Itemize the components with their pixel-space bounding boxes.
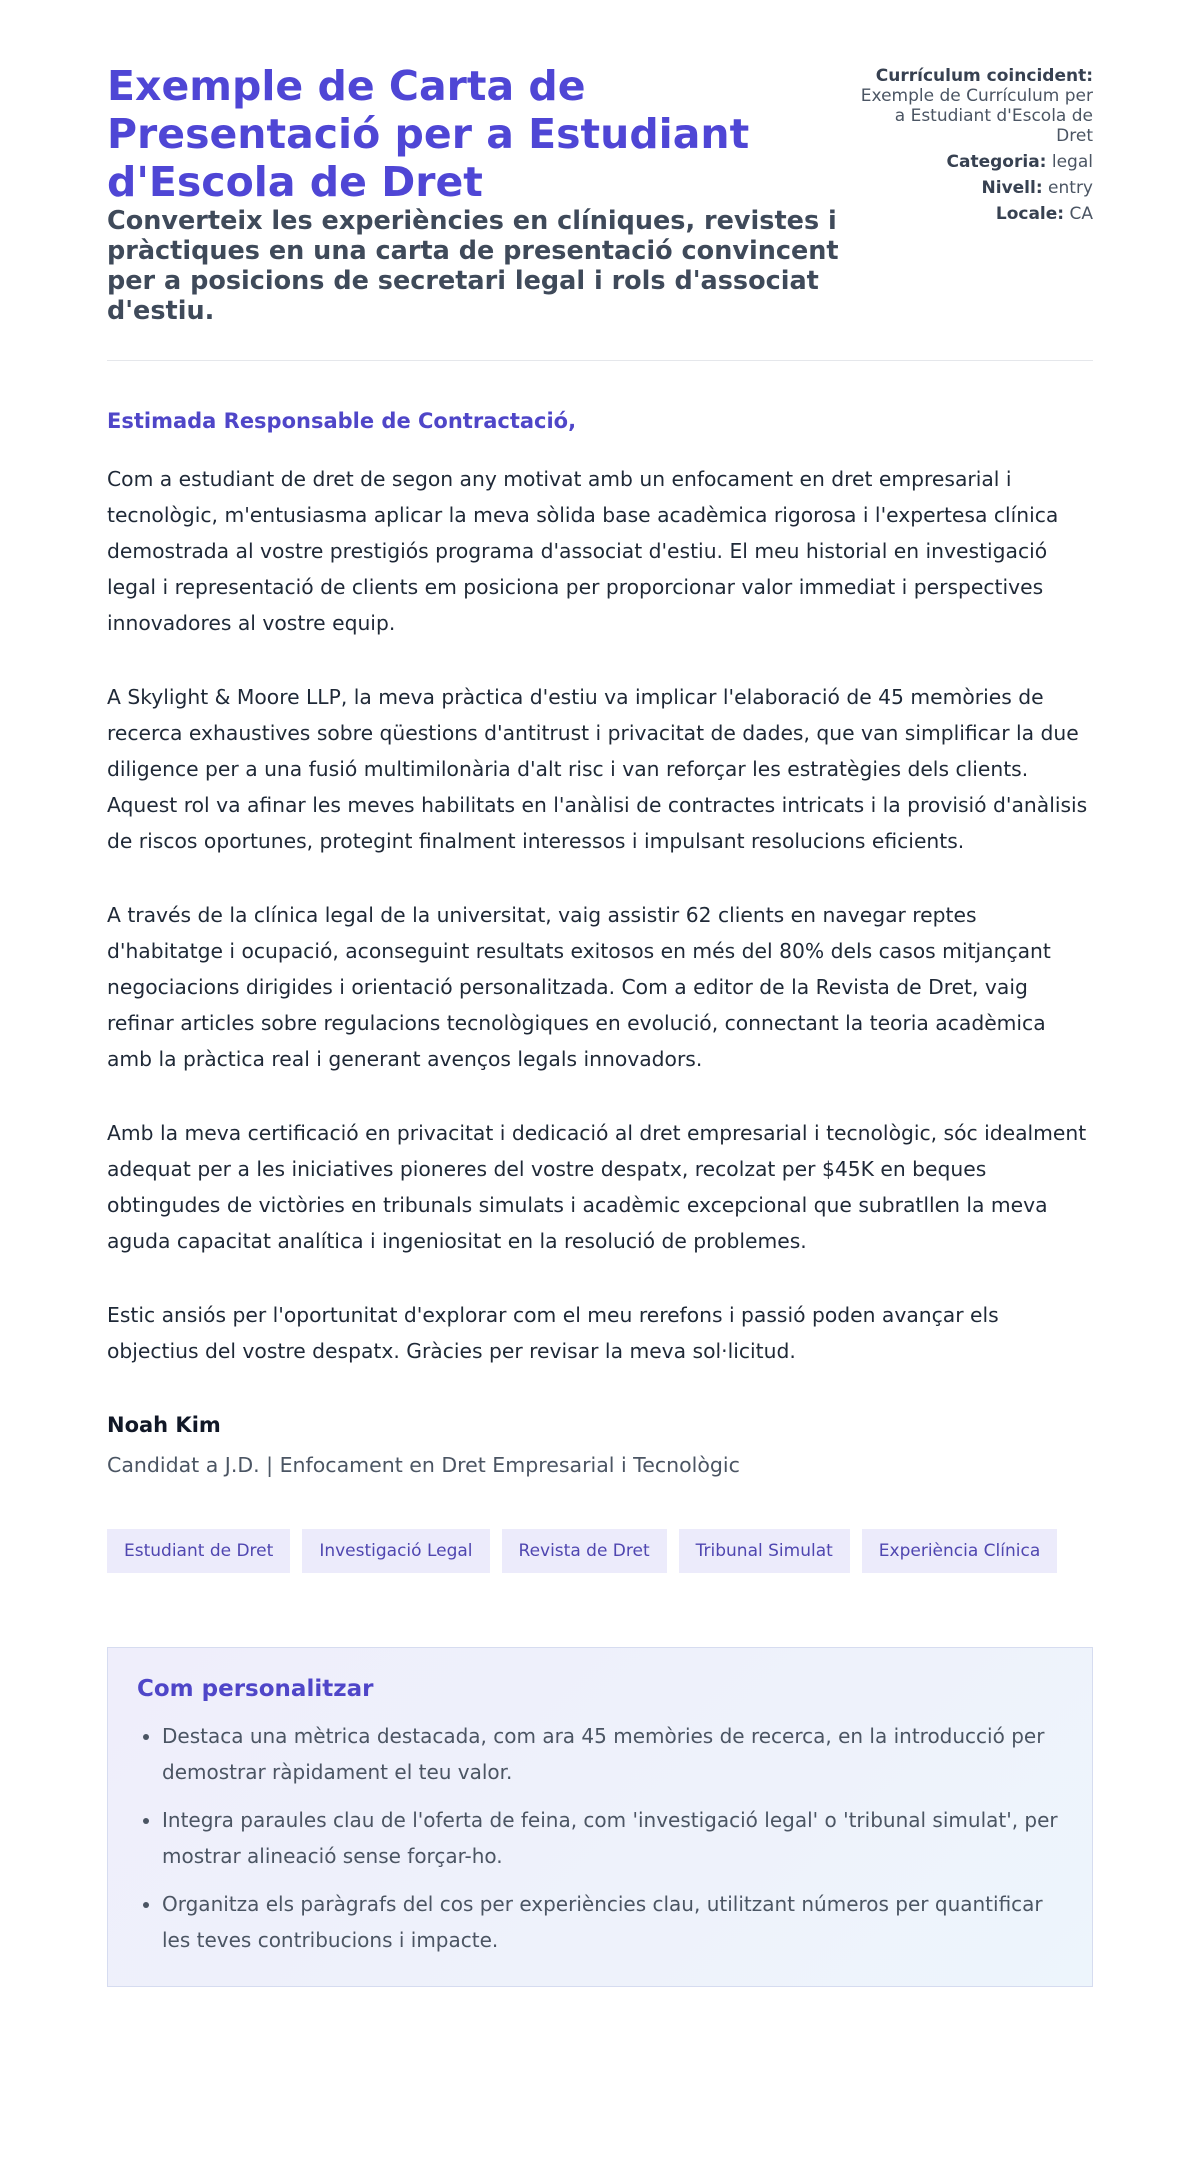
meta-level-value: entry (1048, 178, 1093, 198)
meta-category-label: Categoria: (946, 152, 1047, 172)
tag: Tribunal Simulat (679, 1529, 850, 1573)
meta-locale-value: CA (1069, 204, 1093, 224)
meta-resume-label: Currículum coincident: (875, 66, 1093, 86)
page-title: Exemple de Carta de Presentació per a Estudiant d'Escola de Dret (107, 62, 750, 206)
tip-item: • Integra paraules clau de l'oferta de feina, com 'investigació legal' o 'tribunal simulat', per mostrar alineació sense forçar-ho. (162, 1802, 1062, 1874)
letter-paragraph-1: Com a estudiant de dret de segon any motivat amb un enfocament en dret empresarial i tecnològic, m'entusiasma aplicar la meva sòlida base acadèmica rigorosa i l'expertesa clínica demostrada al vostre prestigiós programa d'associat d'estiu. El meu historial en investigació legal i representació de clients em posiciona per proporcionar valor immediat i perspectives innovadores al vostre equip. (107, 467, 1059, 635)
tip-item: • Organitza els paràgrafs del cos per experiències clau, utilitzant números per quantificar les teves contribucions i impacte. (162, 1886, 1062, 1958)
page-header (107, 62, 1093, 326)
meta-level (853, 178, 1093, 198)
title-block (107, 62, 847, 326)
signature-title: Candidat a J.D. | Enfocament en Dret Empresarial i Tecnològic (107, 1453, 740, 1477)
cover-letter-page (107, 62, 1093, 1987)
letter-paragraph-3: A través de la clínica legal de la universitat, vaig assistir 62 clients en navegar reptes d'habitatge i ocupació, aconseguint resultats exitosos en més del 80% dels casos mitjançant negociacions dirigides i orientació personalitzada. Com a editor de la Revista de Dret, vaig refinar articles sobre regulacions tecnològiques en evolució, connectant la teoria acadèmica amb la pràctica real i generant avenços legals innovadors. (107, 903, 1051, 1071)
meta-category-value: legal (1051, 152, 1093, 172)
meta-locale-label: Locale: (995, 204, 1065, 224)
tag: Investigació Legal (302, 1529, 489, 1573)
tag: Revista de Dret (502, 1529, 667, 1573)
letter-body (107, 461, 1093, 1369)
meta-panel (853, 62, 1093, 230)
meta-level-label: Nivell: (981, 178, 1043, 198)
tip-item: • Destaca una mètrica destacada, com ara 45 memòries de recerca, en la introducció per demostrar ràpidament el teu valor. (162, 1718, 1062, 1790)
tag: Estudiant de Dret (107, 1529, 290, 1573)
letter-salutation: Estimada Responsable de Contractació, (107, 409, 577, 433)
letter-paragraph-2: A Skylight & Moore LLP, la meva pràctica d'estiu va implicar l'elaboració de 45 memòries de recerca exhaustives sobre qüestions d'antitrust i privacitat de dades, que van simplificar la due diligence per a una fusió multimilonària d'alt risc i van reforçar les estratègies dels clients. Aquest rol va afinar les meves habilitats en l'anàlisi de contractes intricats i la provisió d'anàlisis de riscos oportunes, protegint finalment interessos i impulsant resolucions eficients. (107, 685, 1088, 853)
meta-matching-resume (853, 66, 1093, 146)
header-divider (107, 360, 1093, 361)
tag-list (107, 1529, 1093, 1573)
signature-name: Noah Kim (107, 1413, 221, 1437)
signature-block (107, 1413, 1093, 1477)
letter-paragraph-5: Estic ansiós per l'oportunitat d'explorar com el meu rerefons i passió poden avançar els objectius del vostre despatx. Gràcies per revisar la meva sol·licitud. (107, 1303, 999, 1363)
customization-tips-box (107, 1647, 1093, 1987)
tips-title: Com personalitzar (137, 1676, 374, 1702)
meta-locale (853, 204, 1093, 224)
letter-paragraph-4: Amb la meva certificació en privacitat i dedicació al dret empresarial i tecnològic, sóc idealment adequat per a les iniciatives pioneres del vostre despatx, recolzat per $45K en beques obtingudes de victòries en tribunals simulats i acadèmic excepcional que subratllen la meva aguda capacitat analítica i ingeniositat en la resolució de problemes. (107, 1121, 1087, 1253)
page-subtitle: Converteix les experiències en clíniques, revistes i pràctiques en una carta de presentació convincent per a posicions de secretari legal i rols d'associat d'estiu. (107, 206, 839, 326)
meta-category (853, 152, 1093, 172)
tips-list (137, 1718, 1062, 1958)
meta-resume-value: Exemple de Currículum per a Estudiant d'Escola de Dret (860, 86, 1093, 146)
tag: Experiència Clínica (862, 1529, 1057, 1573)
